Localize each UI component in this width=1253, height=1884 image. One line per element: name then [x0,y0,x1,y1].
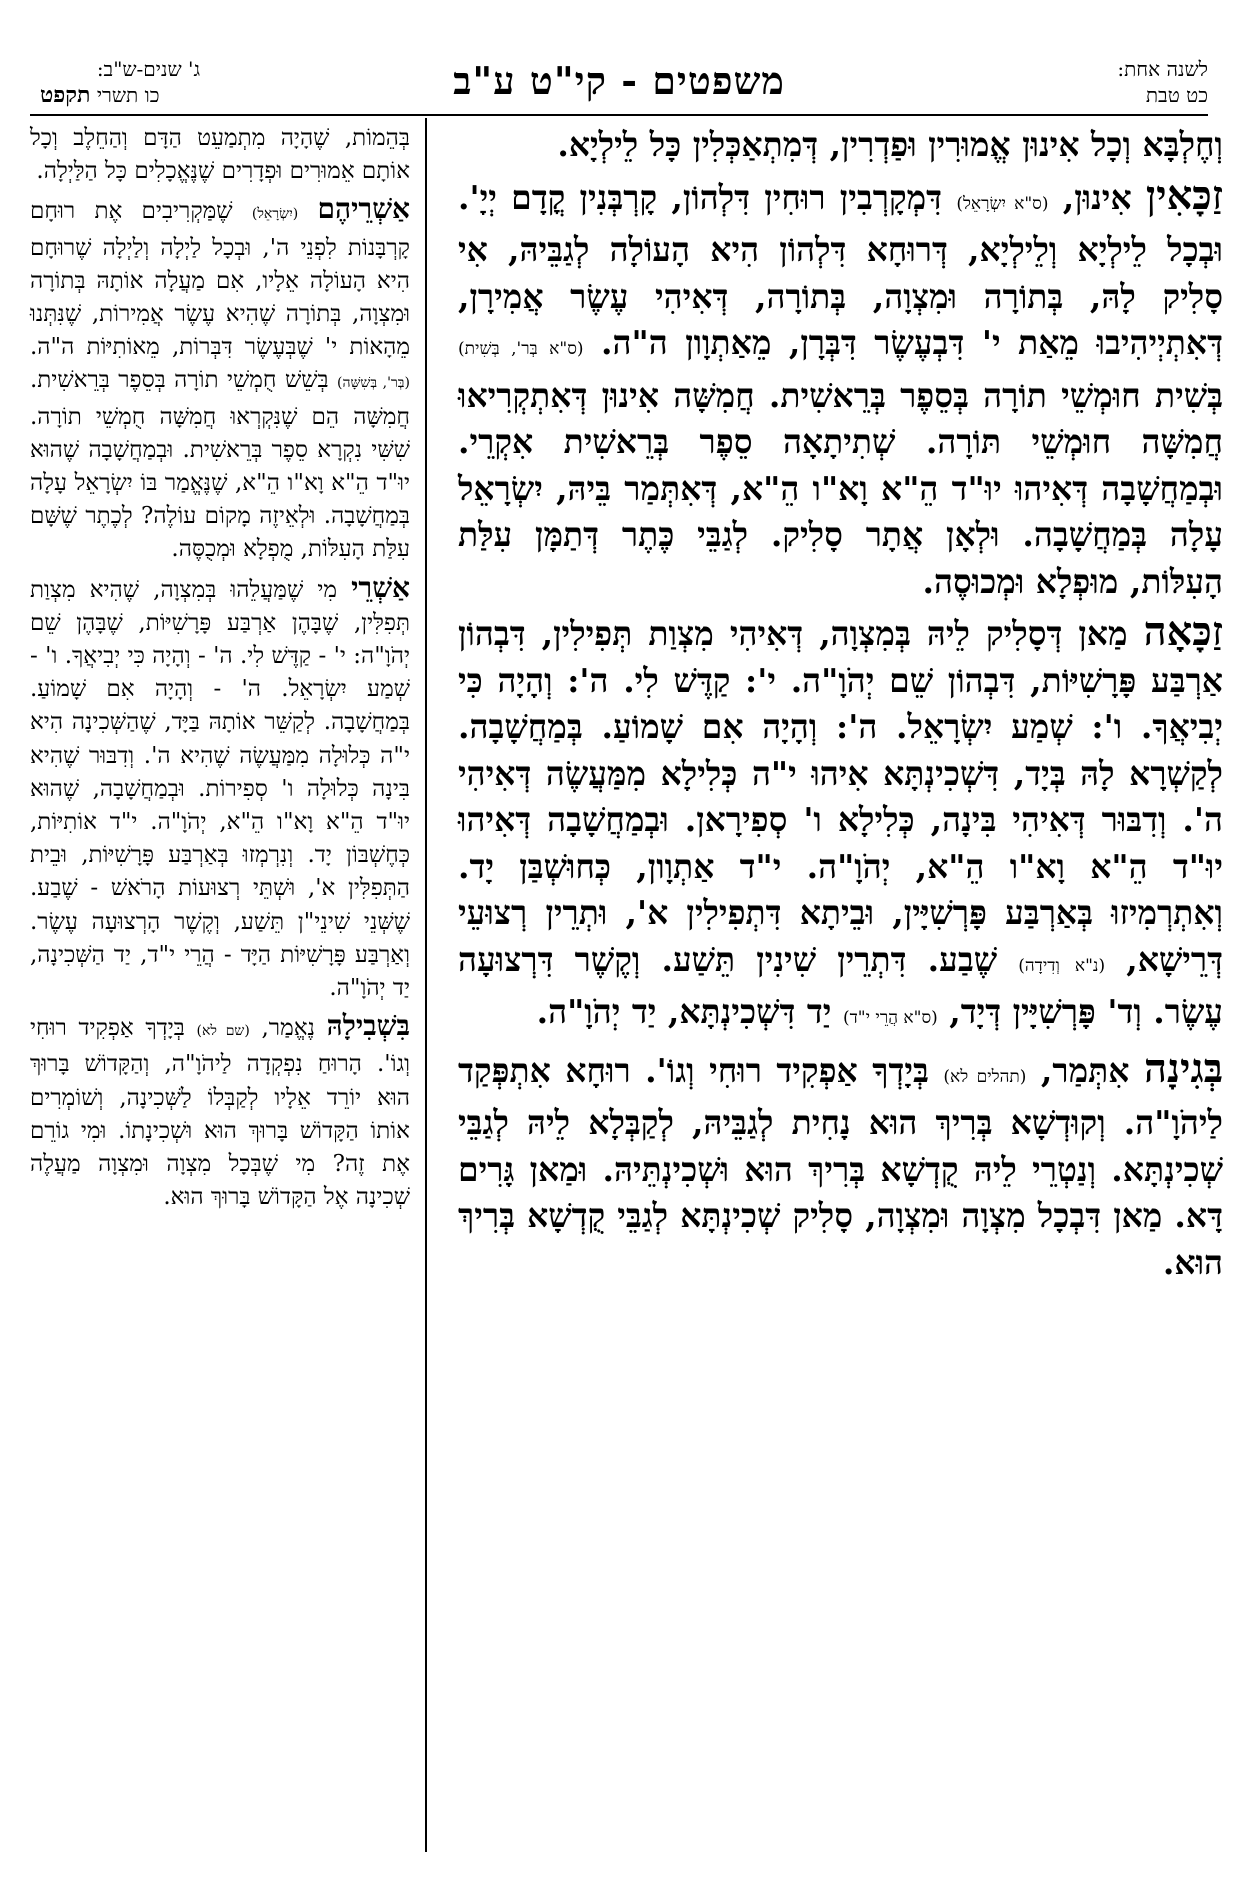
main-p2-text-b: דִּמְקָרְבִין רוּחִין דִּלְהוֹן, קָרְבְּנִין קֳדָם יְיָ'. וּבְכָל לֵילְיָא וְלֵילְיָא, דְּרוּחָא דִּלְהוֹן הִיא הָעוֹלָה לְגַבֵּיהּ, אִי סָלִיק לָהּ, בְּתוֹרָה וּמִצְוָה, בְּתוֹרָה, דְּאִיהִי עֶשֶׂר אֲמִירָן, דְּאִתְיְיהִיבוּ מֵאַת י' דִּבְעֶשֶׂר דִּבְּרָן, מֵאַתְוָון ה"ה. [458,177,1223,362]
header-left-labels [97,56,200,108]
main-p3-ref-1: (נ"א וְדִידָה) [1018,955,1106,976]
main-paragraph-3 [458,609,1223,1042]
header-left [30,56,230,108]
side-s2-ref-1: (יִשְׂרָאֵל) [251,206,299,223]
main-paragraph-2 [458,173,1223,606]
main-column [458,122,1223,1290]
main-p3-ref-2: (ס"א הֲרֵי י"ד) [842,1008,938,1028]
main-p4-text-b: בְּיָדְךָ אַפְקִיד רוּחִי וְגוֹ'. רוּחָא אִתְפְּקַד לַיהֹוָ"ה. וְקוּדְשָׁא בְּרִיךְ הוּא נָחִית לְגַבֵּיהּ, לְקַבְּלָא לֵיהּ לְגַבֵּי שְׁכִינְתָּא. וְנַטְרֵי לֵיהּ קֻדְשָׁא בְּרִיךְ הוּא וּשְׁכִינְתֵּיהּ. וּמַאן גָּרִים דָּא. מַאן דִּבְכָל מִצְוָה וּמִצְוָה, סָלִיק שְׁכִינְתָּא לְגַבֵּי קֻדְשָׁא בְּרִיךְ הוּא. [458,1050,1223,1282]
page-title: משפטים - קי"ט ע"ב [453,58,785,103]
main-p3-text-a: מַאן דְּסָלִיק לֵיהּ בְּמִצְוָה, דְּאִיהִי מִצְוַת תְּפִילִין, דִּבְהוֹן אַרְבַּע פָּרָשִׁיּוֹת, דִּבְהוֹן שֵׁם יְהֹוָ"ה. י': קַדֶּשׁ לִי. ה': וְהָיָה כִּי יְבִיאֲךָ. ו': שְׁמַע יִשְׂרָאֵל. ה': וְהָיָה אִם שָׁמוֹעַ. בְּמַחֲשָׁבָה. לְקַשְׁרָא לָהּ בְּיָד, דִּשְׁכִינְתָּא אִיהוּ י"ה כְּלִילָא מִמַּעֲשֶׂה דְּאִיהִי ה'. וְדִבּוּר דְּאִיהִי בִּינָה, כְּלִילָא ו' סְפִירָאן. וּבְמַחֲשָׁבָה דְּאִיהוּ יוּ"ד הֵ"א וָא"ו הֵ"א, יְהֹוָ"ה. י"ד אַתְוָון, כְּחוּשְׁבַּן יָד. וְאִתְרְמִיזוּ בְּאַרְבַּע פָּרְשִׁיָּין, וּבֵיתָא דִּתְפִילִין א', וּתְרֵין רְצוּעֵי דְּרֵישָׁא, [458,614,1224,979]
side-s2-text-b: בְּשֵׁשׁ חֻמְשֵׁי תוֹרָה בְּסֵפֶר בְּרֵאשִׁית. חֲמִשָּׁה הֵם שֶׁנִּקְרְאוּ חֲמִשָּׁה חֻמְשֵׁי תוֹרָה. שִׁשִּׁי נִקְרָא סֵפֶר בְּרֵאשִׁית. וּבְמַחֲשָׁבָה שֶׁהוּא יוּ"ד הֵ"א וָא"ו הֵ"א, שֶׁנֶּאֱמַר בּוֹ יִשְׂרָאֵל עָלָה בְּמַחֲשָׁבָה. וּלְאֵיזֶה מָקוֹם עוֹלֶה? לְכֶתֶר שֶׁשָּׁם עִלַּת הָעִלּוֹת, מֻפְלָא וּמְכֻסֶּה. [30,367,411,563]
main-p3-text-b: שֶׁבַע. דִּתְרֵין שִׁינִין תֵּשַׁע. וְקֶשֶׁר דִּרְצוּעָה עֶשֶׂר. וְד' פָּרְשִׁיָּין דְּיָד, [458,939,1223,1031]
main-p2-ref-1: (ס"א יִשְׂרָאֵל) [956,193,1049,214]
side-s2-lead: אַשְׁרֵיהֶם [317,192,410,226]
side-s4-text-b: בְּיָדְךָ אַפְקִיד רוּחִי וְגוֹ'. הָרוּחַ נִפְקְדָה לַיהֹוָ"ה, וְהַקָּדוֹשׁ בָּרוּךְ הוּא יוֹרֵד אֵלָיו לְקַבְּלוֹ לַשְּׁכִינָה, וְשׁוֹמְרִים אוֹתוֹ הַקָּדוֹשׁ בָּרוּךְ הוּא וּשְׁכִינָתוֹ. וּמִי גוֹרֵם אֶת זֶה? מִי שֶׁבְּכָל מִצְוָה וּמִצְוָה מַעֲלֶה שְׁכִינָה אֶל הַקָּדוֹשׁ בָּרוּךְ הוּא. [30,1015,410,1211]
header-cycle-label: ג' שנים-ש"ב: [96,57,201,81]
main-p3-lead: זַכָּאָה [1143,608,1223,655]
header-rule [30,114,1208,116]
side-paragraph-3 [30,571,410,1006]
side-s3-lead: אַשְׁרֵי [351,570,410,604]
side-column [30,122,410,1219]
page-number: תקפט [40,82,91,108]
side-s4-ref-1: (שם לא) [196,1023,250,1040]
header-schedule-label: לשנה אחת: [1117,57,1208,81]
column-divider [425,118,427,1852]
main-p4-lead: בְּגִינָה [1144,1044,1223,1092]
main-p2-text-c: בְּשִׁית חוּמְשֵׁי תוֹרָה בְּסֵפֶר בְּרֵאשִׁית. חֲמִשָּׁה אִינוּן דְּאִתְקְרִיאוּ חֲמִשָּׁה חוּמְשֵׁי תּוֹרָה. שְׁתִיתָאָה סֵפֶר בְּרֵאשִׁית אִקְרֵי. וּבְמַחֲשָׁבָה דְּאִיהוּ יוּ"ד הֵ"א וָא"ו הֵ"א, דְּאִתְּמַר בֵּיהּ, יִשְׂרָאֵל עָלָה בְּמַחֲשָׁבָה. וּלְאָן אֲתָר סָלִיק. לְגַבֵּי כֶּתֶר דְּתַמָּן עִלַּת הָעִלּוֹת, מוּפְלָא וּמְכוּסֶה. [458,375,1223,601]
main-p2-text-a: אִינוּן, [1048,177,1146,217]
side-s2-ref-2: (בְּר', בְּשִׁשָּׁה) [337,375,411,392]
main-p1-text: וְחֶלְבָּא וְכָל אִינוּן אֱמוּרִין וּפַדְרִין, דְּמִתְאַכְּלִין כָּל לֵילְיָא. [557,125,1223,164]
side-paragraph-4 [30,1009,410,1214]
side-s3-text-a: מִי שֶׁמַּעֲלֵהוּ בְּמִצְוָה, שֶׁהִיא מִצְוַת תְּפִלִּין, שֶׁבָּהֶן אַרְבַּע פָּרָשִׁיּוֹת, שֶׁבָּהֶן שֵׁם יְהֹוָ"ה: י' - קַדֶּשׁ לִי. ה' - וְהָיָה כִּי יְבִיאֲךָ. ו' - שְׁמַע יִשְׂרָאֵל. ה' - וְהָיָה אִם שָׁמוֹעַ. בְּמַחֲשָׁבָה. לְקַשֵּׁר אוֹתָהּ בַּיָּד, שֶׁהַשְּׁכִינָה הִיא י"ה כְּלוּלָה מִמַּעֲשֶׂה שֶׁהִיא ה'. וְדִבּוּר שֶׁהִיא בִּינָה כְּלוּלָה ו' סְפִירוֹת. וּבְמַחֲשָׁבָה, שֶׁהוּא יוּ"ד הֵ"א וָא"ו הֵ"א, יְהֹוָ"ה. י"ד אוֹתִיּוֹת, כְּחֶשְׁבּוֹן יָד. וְנִרְמְזוּ בְּאַרְבַּע פָּרָשִׁיּוֹת, וּבֵית הַתְּפִלִּין א', וּשְׁתֵּי רְצוּעוֹת הָרֹאשׁ - שֶׁבַע. שֶׁשְּׁנֵי שִׁינֵי"ן תֵּשַׁע, וְקֶשֶׁר הָרְצוּעָה עֶשֶׂר. וְאַרְבַּע פָּרָשִׁיּוֹת הַיָּד - הֲרֵי י"ד, יַד הַשְּׁכִינָה, יַד יְהֹוָ"ה. [30,576,410,1002]
page-header [30,56,1208,116]
side-s4-text-a: נֶאֱמַר, [249,1015,327,1042]
main-paragraph-1 [458,122,1223,169]
side-s2-text-a: שֶׁמַּקְרִיבִים אֶת רוּחָם קָרְבָּנוֹת לִפְנֵי ה', וּבְכָל לַיְלָה וְלַיְלָה שֶׁרוּחָם הִיא הָעוֹלָה אֵלָיו, אִם מַעֲלָה אוֹתָהּ בְּתוֹרָה וּמִצְוָה, בְּתוֹרָה שֶׁהִיא עֶשֶׂר אֲמִירוֹת, שֶׁנִּתְּנוּ מֵהָאוֹת י' שֶׁבְּעֶשֶׂר דִּבְּרוֹת, מֵאוֹתִיּוֹת ה"ה. [30,198,410,361]
side-paragraph-2 [30,192,410,566]
main-p2-lead: זַכָּאִין [1145,171,1223,219]
main-p3-text-c: יַד דִּשְׁכִינְתָּא, יַד יְהֹוָ"ה. [536,992,843,1031]
main-p4-ref-1: (תהלים לא) [943,1066,1027,1087]
side-s4-lead: בִּשְׁבִילָהּ [326,1009,410,1043]
main-p2-ref-2: (ס"א בְּר', בְּשִׁית) [458,339,584,359]
main-p4-text-a: אִתְּמַר, [1026,1050,1144,1090]
main-paragraph-4 [458,1046,1223,1287]
side-s1-text: בְּהֵמוֹת, שֶׁהָיָה מִתְמַעֵט הַדָּם וְהַחֵלֶב וְכָל אוֹתָם אֵמוּרִים וּפְדָרִים שֶׁנֶּאֱכָלִים כָּל הַלַּיְלָה. [30,125,410,185]
side-paragraph-1 [30,122,410,188]
header-cycle-date: כו תשרי [96,83,160,107]
header-date: כט טבת [1145,83,1208,107]
